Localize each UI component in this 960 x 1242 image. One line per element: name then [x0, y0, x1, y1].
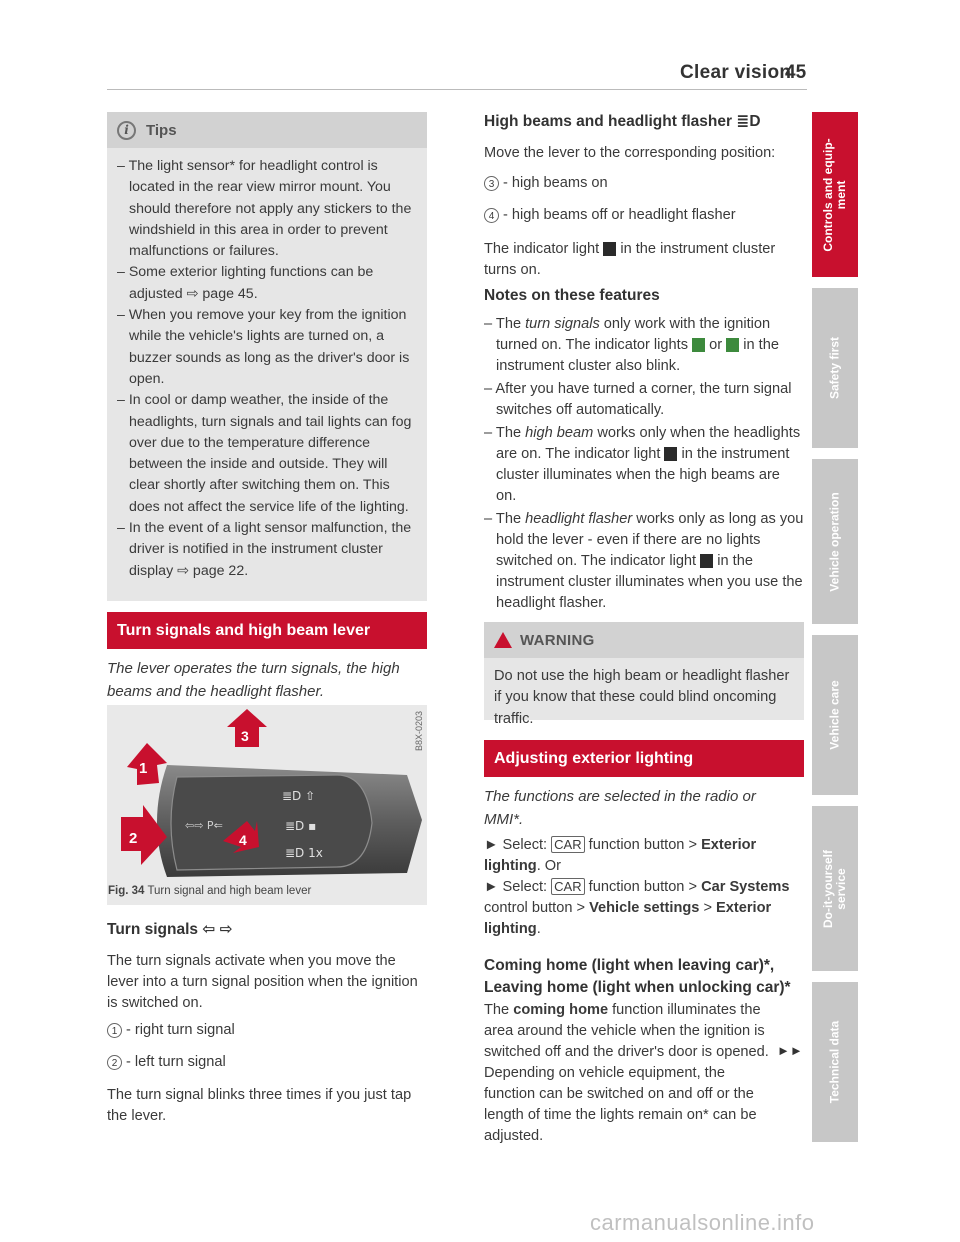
- svg-text:1: 1: [139, 760, 148, 777]
- header-rule: [107, 89, 807, 90]
- tips-box: [107, 112, 427, 601]
- figure-lever: [107, 705, 427, 905]
- lever-illustration: [107, 705, 427, 905]
- tip-item: – The light sensor* for headlight control is located in the rear view mirror mount. You should therefore not apply any stickers to the windshield in this area in order to prevent malfunctions or failures.: [117, 158, 412, 260]
- svg-text:4: 4: [239, 832, 247, 848]
- section-title: Adjusting exterior lighting: [494, 749, 694, 767]
- callout-3: [227, 709, 267, 747]
- warning-triangle-icon: [494, 632, 512, 648]
- figure-caption: [108, 885, 311, 897]
- note-item: – The high beam works only when the headlights are on. The indicator light in the instrument cluster illuminates when the high beams are on.: [484, 425, 801, 504]
- svg-text:⇦⇨ P⇐: ⇦⇨ P⇐: [185, 819, 223, 832]
- circle-num-1: 1: [107, 1023, 122, 1038]
- high-beams-para: Move the lever to the corresponding position:: [484, 145, 776, 161]
- running-title: Clear vision: [680, 62, 792, 83]
- note-item: – The turn signals only work with the ignition turned on. The indicator lights or in the instrument cluster also blink.: [484, 316, 779, 374]
- item-right-turn-text: - right turn signal: [126, 1022, 235, 1038]
- figure-caption-text: Turn signal and high beam lever: [147, 885, 312, 897]
- tip-item: – When you remove your key from the ignition while the vehicle's lights are turned on, a buzzer sounds as long as the driver's door is open.: [117, 307, 410, 387]
- tip-item: – Some exterior lighting functions can be adjusted ⇨ page 45.: [117, 264, 374, 302]
- select-step-1: ► Select: CAR function button > Exterior lighting. Or: [484, 837, 757, 874]
- indicator-text-b: in the instrument cluster turns on.: [484, 241, 776, 278]
- turn-signals-heading: Turn signals ⇦ ⇨: [107, 921, 233, 938]
- tips-header: [107, 112, 427, 148]
- item-left-turn-text: - left turn signal: [126, 1054, 226, 1070]
- indicator-text-a: The indicator light: [484, 241, 600, 257]
- svg-text:≣D ▪: ≣D ▪: [285, 819, 317, 833]
- warning-box: [484, 622, 804, 727]
- note-item: – After you have turned a corner, the turn signal switches off automatically.: [484, 381, 792, 418]
- select-step-2: ► Select: CAR function button > Car Systems control button > Vehicle settings > Exterior lighting.: [484, 879, 790, 937]
- circle-num-3: 3: [484, 176, 499, 191]
- high-beam-indicator-icon: [700, 554, 713, 568]
- item-high-on: [484, 175, 608, 191]
- side-tab-controls[interactable]: Controls and equip- ment: [812, 112, 858, 277]
- note-item: – The headlight flasher works only as long as you hold the lever - even if there are no lights switched on. The indicator light in the instrument cluster illuminates when you use the headlight flasher.: [484, 511, 804, 611]
- warning-text: Do not use the high beam or headlight flasher if you know that these could blind oncoming traffic.: [494, 668, 790, 727]
- tips-list: [107, 148, 427, 582]
- item-high-off: [484, 207, 736, 223]
- section-exterior-band: [484, 740, 804, 777]
- figure-code: B8X-0203: [414, 711, 424, 752]
- tip-item: – In the event of a light sensor malfunction, the driver is notified in the instrument cluster display ⇨ page 22.: [117, 520, 412, 579]
- callout-1: [127, 743, 167, 785]
- info-icon: i: [117, 121, 136, 140]
- figure-caption-label: Fig. 34: [108, 885, 145, 897]
- svg-text:≣D 1x: ≣D 1x: [285, 846, 323, 860]
- warning-header: [484, 622, 804, 658]
- continued-arrow-icon: ►►: [777, 1043, 803, 1058]
- turn-signals-para2: The turn signal blinks three times if you just tap the lever.: [107, 1087, 412, 1124]
- tips-title: Tips: [146, 121, 177, 139]
- notes-heading: Notes on these features: [484, 287, 660, 304]
- section-title: Turn signals and high beam lever: [117, 621, 371, 639]
- side-tab-safety[interactable]: Safety first: [812, 288, 858, 448]
- circle-num-2: 2: [107, 1055, 122, 1070]
- tip-item: – In cool or damp weather, the inside of the headlights, turn signals and tail lights can fog over due to the temperature difference between the inside and outside. They will clear shortly after switching them on. This does not affect the service life of the lighting.: [117, 392, 412, 515]
- turn-signals-para: The turn signals activate when you move the lever into a turn signal position when the ignition is switched on.: [107, 953, 418, 1011]
- section-intro: The lever operates the turn signals, the high beams and the headlight flasher.: [107, 660, 400, 700]
- side-tab-technical-data[interactable]: Technical data: [812, 982, 858, 1142]
- high-beams-indicator-para: [484, 239, 804, 281]
- section2-intro: The functions are selected in the radio or MMI*.: [484, 788, 756, 828]
- side-tab-vehicle-operation[interactable]: Vehicle operation: [812, 459, 858, 624]
- car-button-ref: CAR: [551, 836, 584, 853]
- coming-home-para: The coming home function illuminates the area around the vehicle when the ignition is switched off and the driver's door is opened. Depending on vehicle equipment, the function can be switched on and off or the length of time the lights remain on* can be adjusted.: [484, 1002, 769, 1144]
- car-button-ref: CAR: [551, 878, 584, 895]
- side-tab-diy-service[interactable]: Do-it-yourself service: [812, 806, 858, 971]
- svg-text:3: 3: [241, 728, 249, 744]
- coming-home-heading: Coming home (light when leaving car)*, Leaving home (light when unlocking car)*: [484, 957, 791, 996]
- high-beam-indicator-icon: [603, 242, 616, 256]
- item-left-turn: [107, 1054, 226, 1070]
- page-number: 45: [785, 62, 807, 83]
- svg-text:≣D ⇧: ≣D ⇧: [282, 789, 316, 803]
- warning-title: WARNING: [520, 631, 595, 649]
- section-turn-signals-band: [107, 612, 427, 649]
- item-high-on-text: - high beams on: [503, 175, 608, 191]
- circle-num-4: 4: [484, 208, 499, 223]
- watermark: carmanualsonline.info: [590, 1210, 815, 1235]
- high-beam-indicator-icon: [664, 447, 677, 461]
- notes-list: [484, 314, 804, 616]
- item-high-off-text: - high beams off or headlight flasher: [503, 207, 736, 223]
- svg-text:2: 2: [129, 830, 138, 847]
- item-right-turn: [107, 1022, 235, 1038]
- side-tab-vehicle-care[interactable]: Vehicle care: [812, 635, 858, 795]
- turn-indicator-left-icon: [692, 338, 705, 352]
- turn-indicator-right-icon: [726, 338, 739, 352]
- high-beams-heading: High beams and headlight flasher ≣D: [484, 113, 761, 130]
